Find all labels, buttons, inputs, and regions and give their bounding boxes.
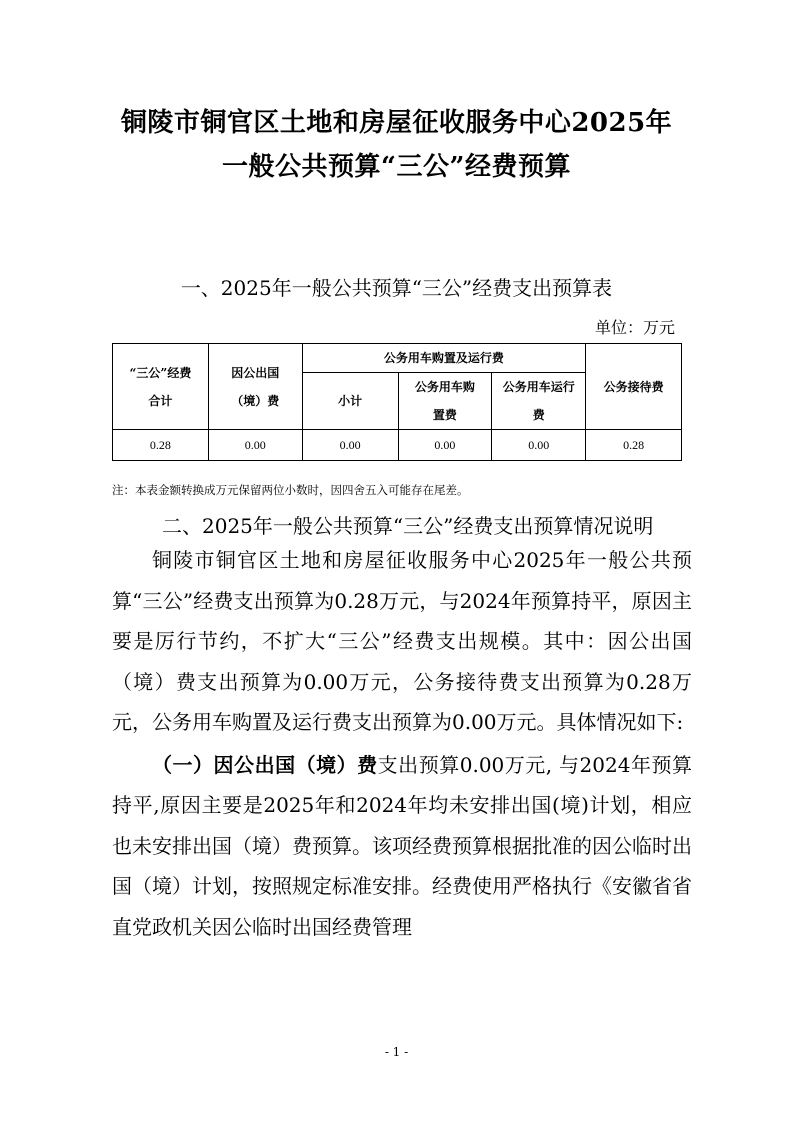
cell-reception: 0.28: [586, 430, 682, 461]
header-total-line1: “三公”经费: [129, 365, 192, 380]
table-note: 注：本表金额转换成万元保留两位小数时，因四舍五入可能存在尾差。: [112, 483, 469, 497]
header-abroad-line2: （境）费: [231, 393, 280, 408]
cell-total: 0.28: [113, 430, 209, 461]
unit-label: 单位：万元: [594, 318, 675, 337]
cell-subtotal: 0.00: [302, 430, 398, 461]
body-text: [112, 540, 692, 947]
table-row: [113, 430, 682, 461]
header-total-line2: 合计: [148, 393, 173, 408]
paragraph-2-text: 支出预算0.00万元, 与2024年预算持平,原因主要是2025年和2024年均未安排出国(境)计划，相应也未安排出国（境）费预算。该项经费预算根据批准的因公临时出国（境）计划，按照规定标准安排。经费使用严格执行《安徽省省直党政机关因公临时出国经费管理: [112, 752, 692, 939]
header-operation: [492, 373, 586, 430]
header-total: [113, 344, 209, 430]
header-reception: 公务接待费: [586, 344, 682, 430]
header-purchase: [398, 373, 492, 430]
header-vehicle-group: 公务用车购置及运行费: [302, 344, 585, 373]
document-title-line-2: 一般公共预算“三公”经费预算: [222, 152, 571, 182]
cell-abroad: 0.00: [208, 430, 302, 461]
header-purchase-line1: 公务用车购: [414, 380, 475, 394]
paragraph-2-heading: （一）因公出国（境）费: [152, 752, 378, 777]
header-operation-line1: 公务用车运行: [502, 380, 575, 394]
document-title-line-1: 铜陵市铜官区土地和房屋征收服务中心2025年: [120, 108, 673, 138]
header-purchase-line2: 置费: [432, 408, 457, 422]
table-header-row: [113, 344, 682, 373]
paragraph-2: [112, 745, 692, 948]
section-1-heading: 一、2025年一般公共预算“三公”经费支出预算表: [180, 276, 613, 300]
header-operation-line2: 费: [532, 408, 545, 422]
section-2-heading: 二、2025年一般公共预算“三公”经费支出预算情况说明: [162, 514, 654, 538]
paragraph-1: 铜陵市铜官区土地和房屋征收服务中心2025年一般公共预算“三公”经费支出预算为0.28万元，与2024年预算持平，原因主要是厉行节约，不扩大“三公”经费支出规模。其中：因公出国（境）费支出预算为0.00万元，公务接待费支出预算为0.28万元，公务用车购置及运行费支出预算为0.00万元。具体情况如下:: [112, 548, 692, 734]
header-abroad-line1: 因公出国: [231, 365, 280, 380]
page-number: - 1 -: [384, 1045, 409, 1059]
header-abroad: [208, 344, 302, 430]
cell-purchase: 0.00: [398, 430, 492, 461]
cell-operation: 0.00: [492, 430, 586, 461]
budget-table: [112, 343, 682, 461]
header-subtotal: 小计: [302, 373, 398, 430]
